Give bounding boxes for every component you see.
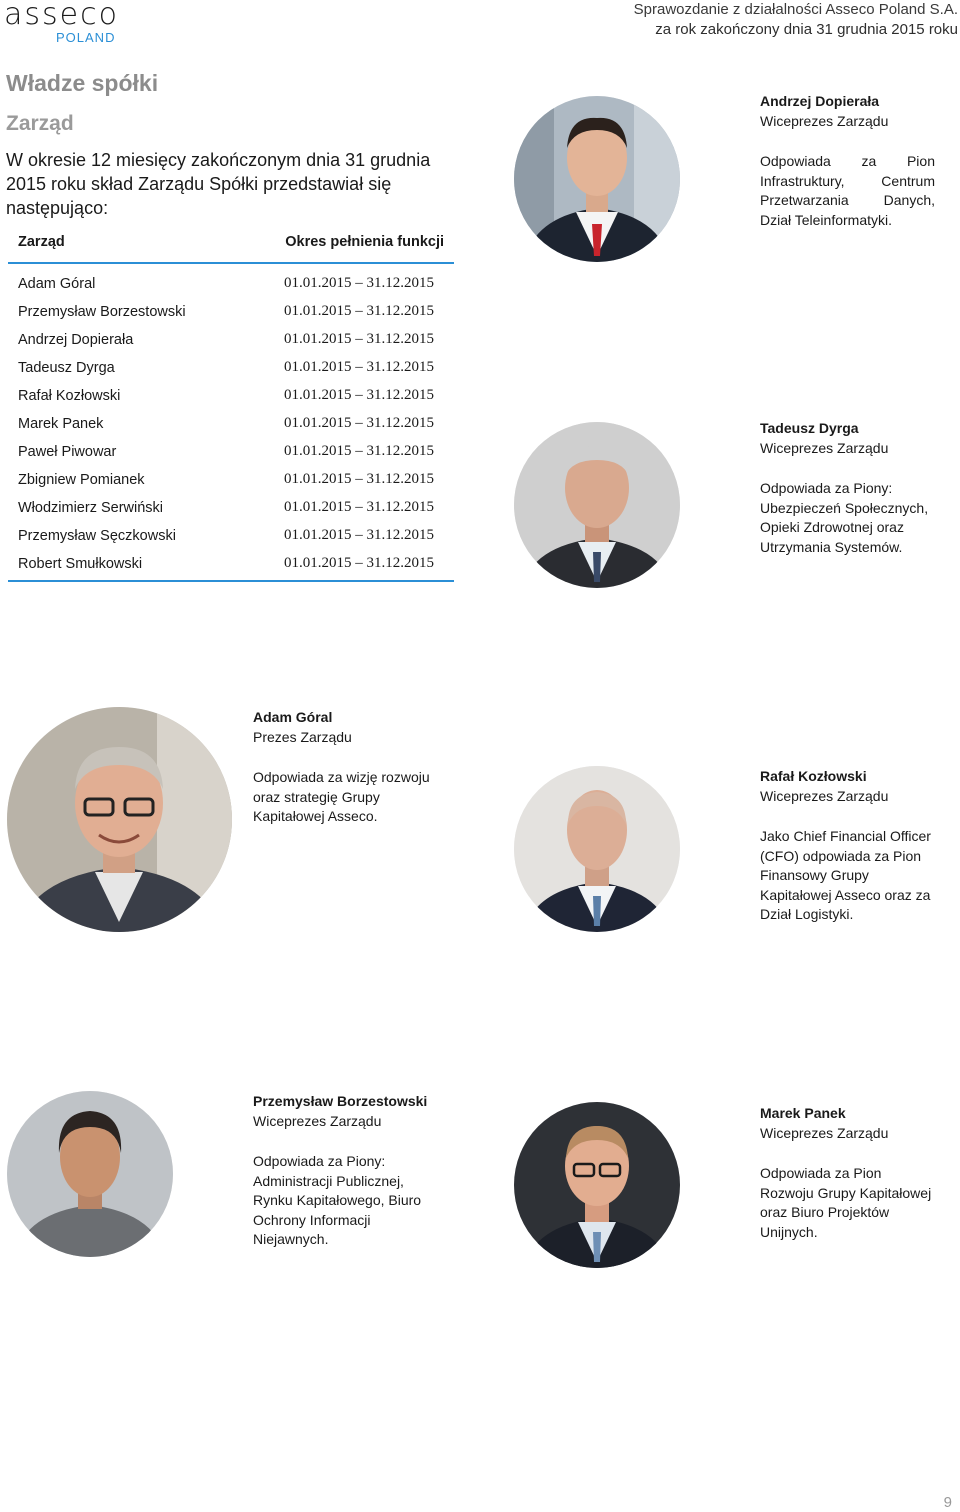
bio-name: Marek Panek: [760, 1105, 846, 1121]
bio-description: Odpowiada za wizję rozwoju oraz strategię Grupy Kapitałowej Asseco.: [253, 769, 430, 824]
member-name: Przemysław Sęczkowski: [18, 528, 176, 544]
portrait-panek: [514, 1102, 680, 1268]
bio-role: Prezes Zarządu: [253, 728, 352, 745]
report-header: [634, 0, 958, 40]
bio-role: Wiceprezes Zarządu: [760, 1124, 889, 1141]
table-row: [8, 292, 454, 320]
member-period: 01.01.2015 – 31.12.2015: [284, 471, 434, 487]
portrait-dyrga: [514, 422, 680, 588]
member-period: 01.01.2015 – 31.12.2015: [284, 387, 434, 403]
bio-description: Odpowiada za Pion Rozwoju Grupy Kapitałowej oraz Biuro Projektów Unijnych.: [760, 1165, 932, 1240]
bio-kozlowski: [760, 767, 940, 925]
section-subtitle: Zarząd: [6, 112, 74, 135]
member-name: Przemysław Borzestowski: [18, 304, 186, 320]
bio-role: Wiceprezes Zarządu: [760, 439, 889, 456]
table-row: [8, 320, 454, 348]
logo-subtitle: POLAND: [56, 30, 116, 45]
portrait-borzestowski: [7, 1091, 173, 1257]
page-number: 9: [943, 1494, 952, 1511]
member-period: 01.01.2015 – 31.12.2015: [284, 527, 434, 543]
table-row: [8, 544, 454, 572]
member-name: Paweł Piwowar: [18, 444, 117, 460]
section-title: Władze spółki: [6, 70, 159, 96]
portrait-dopierala: [514, 96, 680, 262]
bio-description: Odpowiada za Pion Infrastruktury, Centrum Przetwarzania Danych, Dział Teleinformatyki.: [760, 153, 935, 228]
table-row: [8, 264, 454, 292]
member-name: Robert Smułkowski: [18, 556, 143, 572]
table-row: [8, 432, 454, 460]
column-header-period: Okres pełnienia funkcji: [285, 234, 444, 250]
table-bottom-rule: [8, 572, 454, 582]
column-header-name: Zarząd: [18, 234, 65, 250]
member-name: Rafał Kozłowski: [18, 388, 121, 404]
intro-paragraph: W okresie 12 miesięcy zakończonym dnia 31 grudnia 2015 roku skład Zarządu Spółki przedstawiał się następująco:: [6, 150, 431, 218]
bio-dyrga: [760, 419, 940, 557]
portrait-goral: [7, 707, 232, 932]
report-period: za rok zakończony dnia 31 grudnia 2015 roku: [655, 21, 958, 38]
member-name: Andrzej Dopierała: [18, 332, 134, 348]
table-header: [8, 234, 454, 264]
member-period: 01.01.2015 – 31.12.2015: [284, 359, 434, 375]
bio-name: Rafał Kozłowski: [760, 768, 867, 784]
portrait-kozlowski: [514, 766, 680, 932]
table-row: [8, 348, 454, 376]
bio-goral: [253, 708, 433, 827]
member-period: 01.01.2015 – 31.12.2015: [284, 303, 434, 319]
member-name: Marek Panek: [18, 416, 104, 432]
member-name: Adam Góral: [18, 276, 96, 292]
bio-description: Jako Chief Financial Officer (CFO) odpowiada za Pion Finansowy Grupy Kapitałowej Asseco oraz za Dział Logistyki.: [760, 828, 931, 922]
table-row: [8, 404, 454, 432]
bio-role: Wiceprezes Zarządu: [760, 112, 889, 129]
bio-dopierala: [760, 92, 935, 230]
table-row: [8, 460, 454, 488]
bio-name: Tadeusz Dyrga: [760, 420, 859, 436]
member-name: Włodzimierz Serwiński: [18, 500, 164, 516]
bio-panek: [760, 1104, 935, 1242]
member-name: Tadeusz Dyrga: [18, 360, 115, 376]
board-table: [8, 234, 454, 582]
report-title: Sprawozdanie z działalności Asseco Poland S.A.: [633, 1, 958, 18]
asseco-logo: [4, 0, 119, 45]
table-row: [8, 516, 454, 544]
table-row: [8, 376, 454, 404]
bio-name: Adam Góral: [253, 709, 333, 725]
member-period: 01.01.2015 – 31.12.2015: [284, 415, 434, 431]
bio-description: Odpowiada za Piony: Ubezpieczeń Społecznych, Opieki Zdrowotnej oraz Utrzymania Systemów.: [760, 480, 929, 555]
member-period: 01.01.2015 – 31.12.2015: [284, 555, 434, 571]
member-period: 01.01.2015 – 31.12.2015: [284, 331, 434, 347]
member-period: 01.01.2015 – 31.12.2015: [284, 275, 434, 291]
logo-wordmark: asseco: [4, 0, 119, 32]
member-period: 01.01.2015 – 31.12.2015: [284, 499, 434, 515]
bio-description: Odpowiada za Piony: Administracji Publicznej, Rynku Kapitałowego, Biuro Ochrony Informacji Niejawnych.: [253, 1153, 422, 1247]
table-row: [8, 488, 454, 516]
bio-role: Wiceprezes Zarządu: [760, 787, 889, 804]
member-name: Zbigniew Pomianek: [18, 472, 145, 488]
bio-name: Przemysław Borzestowski: [253, 1093, 428, 1109]
bio-name: Andrzej Dopierała: [760, 93, 880, 109]
bio-role: Wiceprezes Zarządu: [253, 1112, 382, 1129]
member-period: 01.01.2015 – 31.12.2015: [284, 443, 434, 459]
bio-borzestowski: [253, 1092, 428, 1250]
